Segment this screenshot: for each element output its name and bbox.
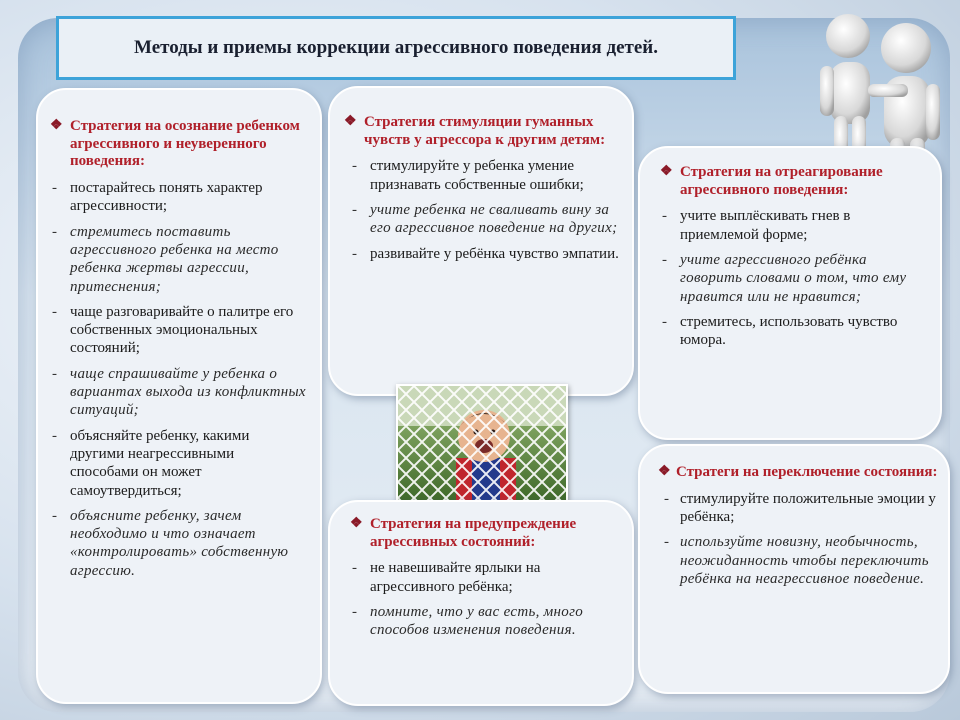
- strategy-list: [42, 179, 306, 580]
- strategy-list: [652, 207, 930, 349]
- list-item: - стремитесь, использовать чувство юмора.: [662, 313, 898, 349]
- list-item: - объясняйте ребенку, какими другими неагрессивными способами он может самоутвердиться;: [52, 427, 250, 499]
- list-item: - стимулируйте положительные эмоции у ребёнка;: [664, 490, 936, 525]
- page-title: [56, 16, 736, 80]
- strategy-list: [342, 157, 620, 262]
- list-item: - объясните ребенку, зачем необходимо и что означает «контролировать» собственную агрессию.: [52, 507, 289, 579]
- strategy-list: [342, 559, 622, 639]
- child-photo-image: [398, 386, 566, 500]
- list-item: - чаще разговаривайте о палитре его собственных эмоциональных состояний;: [52, 303, 294, 357]
- card-heading: [342, 114, 620, 149]
- diamond-bullet-icon: ❖: [344, 114, 357, 129]
- card-heading: [342, 516, 622, 551]
- card-heading-text: Стратегия на отреагирование агрессивного поведения:: [680, 164, 883, 198]
- card-response-strategy: [638, 146, 942, 440]
- card-heading-text: Стратегия на предупреждение агрессивных состояний:: [370, 516, 577, 550]
- list-item: - стимулируйте у ребенка умение признавать собственные ошибки;: [352, 158, 584, 193]
- list-item: - помните, что у вас есть, много способов изменения поведения.: [352, 603, 584, 639]
- diamond-bullet-icon: ❖: [660, 164, 673, 179]
- strategy-list: [646, 490, 938, 588]
- list-item: - постарайтесь понять характер агрессивности;: [52, 180, 263, 215]
- list-item: - стремитесь поставить агрессивного ребенка на место ребенка жертвы агрессии, притеснения;: [52, 223, 279, 295]
- child-photo: [396, 384, 568, 502]
- list-item: - используйте новизну, необычность, неожиданность чтобы переключить ребёнка на неагрессивное поведение.: [664, 534, 929, 587]
- diamond-bullet-icon: ❖: [658, 464, 671, 479]
- list-item: - развивайте у ребёнка чувство эмпатии.: [352, 245, 619, 262]
- card-heading-text: Стратегия на осознание ребенком агрессивного и неуверенного поведения:: [70, 118, 300, 170]
- card-heading-text: Стратеги на переключение состояния:: [676, 464, 938, 480]
- diamond-bullet-icon: ❖: [350, 516, 363, 531]
- card-heading-text: Стратегия стимуляции гуманных чувств у агрессора к другим детям:: [364, 114, 606, 148]
- list-item: - не навешивайте ярлыки на агрессивного ребёнка;: [352, 560, 541, 595]
- card-heading: [42, 118, 306, 171]
- diamond-bullet-icon: ❖: [50, 118, 63, 133]
- list-item: - учите выплёскивать гнев в приемлемой форме;: [662, 208, 851, 243]
- list-item: - чаще спрашивайте у ребенка о вариантах выхода из конфликтных ситуаций;: [52, 365, 306, 419]
- card-heading: [646, 464, 938, 482]
- card-humane-feelings-strategy: [328, 86, 634, 396]
- card-prevention-strategy: [328, 500, 634, 706]
- card-awareness-strategy: [36, 88, 322, 704]
- page-title-text: Методы и приемы коррекции агрессивного поведения детей.: [134, 37, 658, 58]
- card-switching-strategy: [638, 444, 950, 694]
- card-heading: [652, 164, 930, 199]
- list-item: - учите ребенка не сваливать вину за его агрессивное поведение на других;: [352, 201, 618, 237]
- list-item: - учите агрессивного ребёнка говорить словами о том, что ему нравится или не нравится;: [662, 251, 907, 305]
